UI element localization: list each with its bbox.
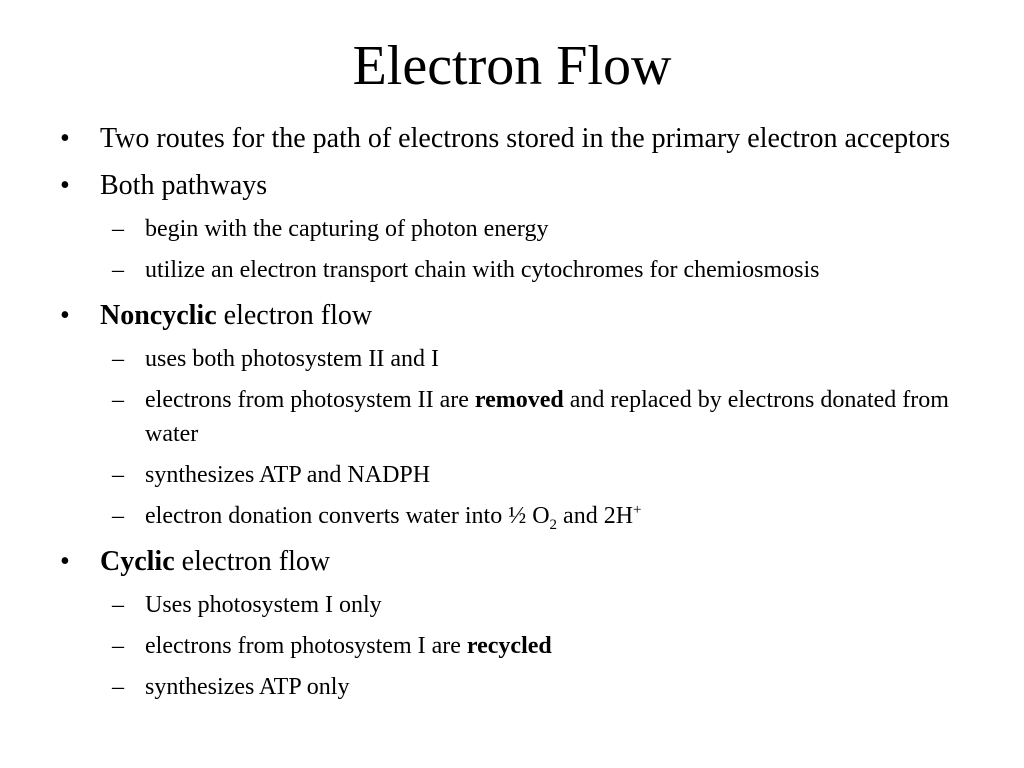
bullet-text: Both pathways <box>100 170 268 201</box>
bullet-marker: • <box>60 300 70 331</box>
bullet-bold-term: Cyclic <box>100 546 175 577</box>
dash-marker: – <box>112 216 124 242</box>
sub-bullet-item <box>0 629 1024 663</box>
superscript: + <box>633 502 642 518</box>
sub-bullet-item <box>0 499 1024 533</box>
sub-bullet-bold-term: removed <box>474 387 564 413</box>
sub-bullet-item <box>0 588 1024 622</box>
bullet-marker: • <box>60 546 70 577</box>
dash-marker: – <box>112 257 124 283</box>
bullet-marker: • <box>60 170 70 201</box>
bullet-text: electron flow <box>216 300 373 331</box>
dash-marker: – <box>112 346 124 372</box>
sub-bullet-text: Uses photosystem I only <box>145 592 382 618</box>
sub-bullet-text: utilize an electron transport chain with cytochromes for chemiosmosis <box>145 257 820 283</box>
sub-bullet-text: uses both photosystem II and I <box>145 346 439 372</box>
bullet-text: electron flow <box>174 546 331 577</box>
bullet-marker: • <box>60 123 70 154</box>
bullet-list <box>0 118 1024 711</box>
sub-bullet-text: synthesizes ATP and NADPH <box>145 462 431 488</box>
bullet-item <box>0 295 1024 336</box>
sub-bullet-item <box>0 383 1024 451</box>
sub-bullet-text: synthesizes ATP only <box>145 674 350 700</box>
sub-bullet-text: electrons from photosystem I are <box>145 633 467 659</box>
bullet-text: Two routes for the path of electrons stored in the primary electron acceptors <box>100 123 951 154</box>
sub-bullet-bold-term: recycled <box>466 633 552 659</box>
bullet-bold-term: Noncyclic <box>100 300 217 331</box>
dash-marker: – <box>112 387 124 413</box>
sub-bullet-item <box>0 342 1024 376</box>
dash-marker: – <box>112 592 124 618</box>
dash-marker: – <box>112 633 124 659</box>
subscript: 2 <box>549 516 558 533</box>
dash-marker: – <box>112 462 124 488</box>
bullet-item <box>0 118 1024 159</box>
sub-bullet-text: begin with the capturing of photon energy <box>145 216 549 242</box>
sub-bullet-text: electrons from photosystem II are <box>145 387 475 413</box>
slide-title: Electron Flow <box>352 35 672 97</box>
dash-marker: – <box>112 503 124 529</box>
sub-bullet-text: and 2H <box>557 503 634 529</box>
sub-bullet-item <box>0 670 1024 704</box>
sub-bullet-text: and replaced by electrons donated from water <box>145 387 955 447</box>
sub-bullet-item <box>0 212 1024 246</box>
bullet-item <box>0 541 1024 582</box>
sub-bullet-text: electron donation converts water into ½ O <box>145 503 550 529</box>
sub-bullet-item <box>0 458 1024 492</box>
dash-marker: – <box>112 674 124 700</box>
bullet-item <box>0 165 1024 206</box>
sub-bullet-item <box>0 253 1024 287</box>
